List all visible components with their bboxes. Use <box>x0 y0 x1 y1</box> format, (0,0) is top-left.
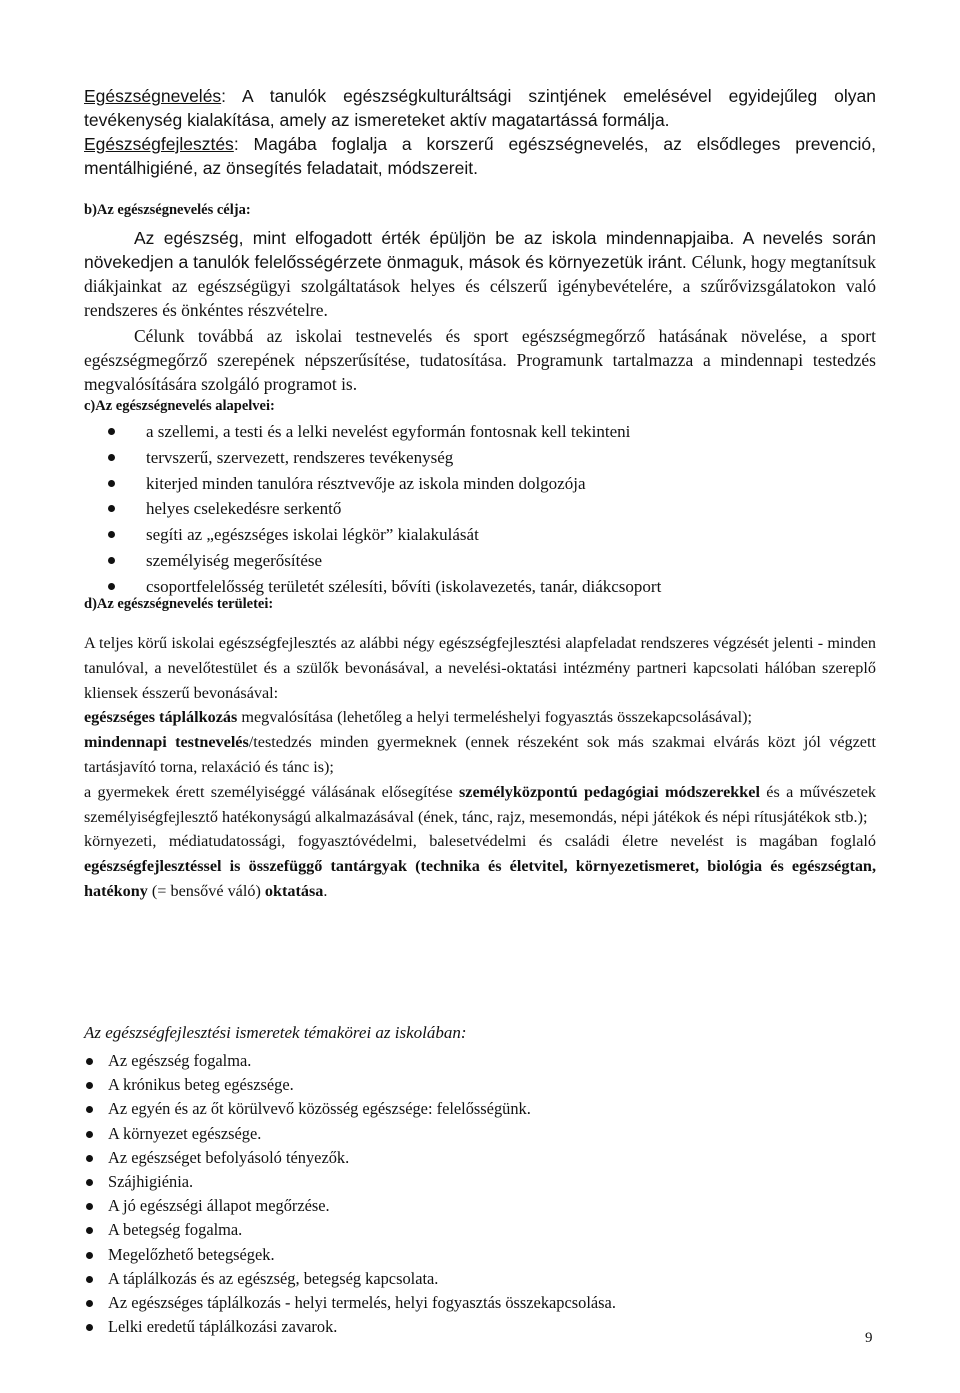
area-personality-rest: és a művészetek személyiségfejlesztő hatékonyságú alkalmazásával (ének, tánc, rajz, mesemondás, népi játékok és népi rítusjátékok stb.); <box>84 782 877 826</box>
page-number: 9 <box>865 1330 873 1346</box>
list-item: A jó egészségi állapot megőrzése. <box>84 1194 876 1218</box>
list-item: kiterjed minden tanulóra résztvevője az iskola minden dolgozója <box>84 471 876 497</box>
list-item: helyes cselekedésre serkentő <box>84 496 876 522</box>
section-b-paragraph <box>84 226 876 322</box>
list-item: Az egészséget befolyásoló tényezők. <box>84 1146 876 1170</box>
list-item: A környezet egészsége. <box>84 1122 876 1146</box>
area-environment-end: . <box>323 881 328 900</box>
area-nutrition-title: egészséges táplálkozás <box>84 708 238 727</box>
area-environment-bold: oktatása <box>264 881 324 900</box>
list-item: személyiség megerősítése <box>84 548 876 574</box>
area-pe-title: mindennapi testnevelés <box>84 733 249 752</box>
topics-heading: Az egészségfejlesztési ismeretek témakörei az iskolában: <box>84 1023 467 1042</box>
list-item: Szájhigiénia. <box>84 1170 876 1194</box>
section-b-paragraph-2: Célunk továbbá az iskolai testnevelés és sport egészségmegőrző hatásának növelése, a sport egészségmegőrző szerepének népszerűsítése, tudatosítása. Programunk tartalmazza a mindennapi testedzés megvalósítására szolgáló programot is. <box>84 326 876 394</box>
section-c-heading: c)Az egészségnevelés alapelvei: <box>84 398 275 414</box>
topics-section <box>84 1021 876 1339</box>
list-item: csoportfelelősség területét szélesíti, bővíti (iskolavezetés, tanár, diákcsoport <box>84 574 876 600</box>
list-item: Az egyén és az őt körülvevő közösség egészsége: felelősségünk. <box>84 1097 876 1121</box>
area-physical-education <box>84 730 876 780</box>
definition-egeszsegneveles <box>84 84 876 132</box>
list-item: A táplálkozás és az egészség, betegség kapcsolata. <box>84 1267 876 1291</box>
definition-text: : Magába foglalja a korszerű egészségnevelés, az elsődleges prevenció, mentálhigiéné, az önsegítés feladatait, módszereit. <box>84 134 876 178</box>
list-item: A betegség fogalma. <box>84 1218 876 1242</box>
list-item: Megelőzhető betegségek. <box>84 1243 876 1267</box>
area-environment-mid: (= bensővé váló) <box>147 881 265 900</box>
definition-egeszsegfejlesztes <box>84 132 876 180</box>
area-pe-text: /testedzés minden gyermeknek (ennek részeként sok más szakmai elvárás közt jól végzett tartásjavító torna, relaxáció és tánc is); <box>84 733 876 776</box>
section-d <box>84 596 876 904</box>
area-nutrition <box>84 705 876 730</box>
list-item: Az egészséges táplálkozás - helyi termelés, helyi fogyasztás összekapcsolása. <box>84 1291 876 1315</box>
section-b-heading: b)Az egészségnevelés célja: <box>84 202 251 218</box>
area-environment <box>84 829 876 903</box>
list-item: Lelki eredetű táplálkozási zavarok. <box>84 1315 876 1339</box>
topics-list <box>84 1049 876 1339</box>
section-d-intro: A teljes körű iskolai egészségfejlesztés az alábbi négy egészségfejlesztési alapfeladat rendszeres végzését jelenti - minden tanulóval, a nevelőtestület és a szülők bevonásával, a nevelési-oktatási intézmény partneri kapcsolati hálóban szereplő kliensek ésszerű bevonásával: <box>84 634 876 702</box>
area-environment-text: környezeti, médiatudatossági, fogyasztóvédelmi, balesetvédelmi és családi életre nevelést is magában foglaló <box>84 832 876 851</box>
area-personality-text: a gyermekek érett személyiséggé válásának elősegítése <box>84 782 459 801</box>
area-personality-title: személyközpontú pedagógiai módszerekkel <box>458 782 760 801</box>
section-b-serif-text: Célunk, hogy megtanítsuk diákjainkat az egészségügyi szolgáltatások helyes és célszerű igénybevételére, a szűrővizsgálatokon való rendszeres és önkéntes részvételre. <box>84 252 876 320</box>
definition-text: : A tanulók egészségkulturáltsági szintjének emelésével egyidejűleg olyan tevékenység kialakítása, amely az ismereteket aktív magatartássá formálja. <box>84 86 876 130</box>
section-d-heading: d)Az egészségnevelés területei: <box>84 596 274 612</box>
section-c <box>84 398 876 600</box>
list-item: A krónikus beteg egészsége. <box>84 1073 876 1097</box>
list-item: a szellemi, a testi és a lelki nevelést egyformán fontosnak kell tekinteni <box>84 419 876 445</box>
intro-block <box>84 84 876 180</box>
term-egeszsegfejlesztes: Egészségfejlesztés <box>84 134 234 154</box>
area-personality <box>84 780 876 830</box>
term-egeszsegneveles: Egészségnevelés <box>84 86 222 106</box>
principles-list <box>84 419 876 600</box>
list-item: segíti az „egészséges iskolai légkör” kialakulását <box>84 522 876 548</box>
section-b <box>84 202 876 396</box>
section-b-sans-text: Az egészség, mint elfogadott érték épüljön be az iskola mindennapjaiba. A nevelés során növekedjen a tanulók felelősségérzete önmaguk, mások és környezetük iránt. <box>84 228 876 272</box>
list-item: tervszerű, szervezett, rendszeres tevékenység <box>84 445 876 471</box>
area-nutrition-text: megvalósítása (lehetőleg a helyi termeléshelyi fogyasztás összekapcsolásával); <box>237 708 752 727</box>
area-environment-title: egészségfejlesztéssel is összefüggő tantárgyak (technika és életvitel, környezetismeret, biológia és egészségtan, hatékony <box>84 857 876 900</box>
list-item: Az egészség fogalma. <box>84 1049 876 1073</box>
